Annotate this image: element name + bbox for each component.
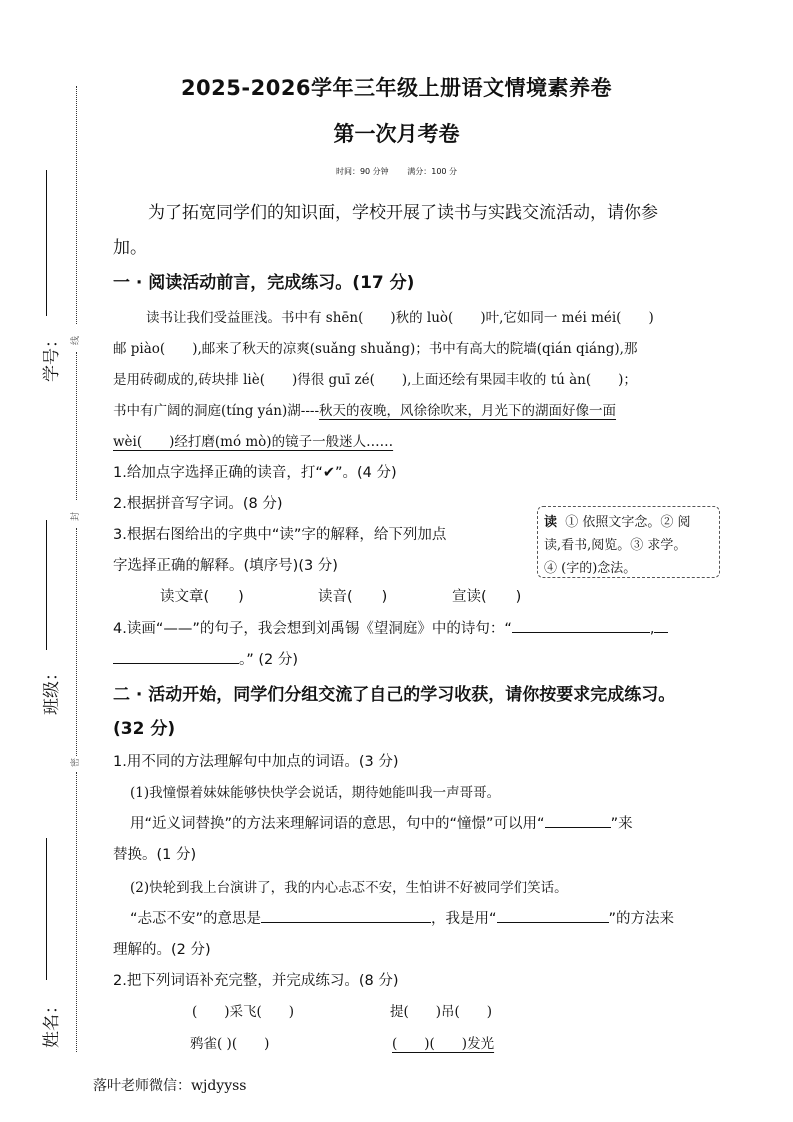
s1-question-3-line-1: 3.根据右图给出的字典中“读”字的解释，给下列加点 [113, 527, 447, 543]
s1-q4-end: 。” (2 分) [239, 652, 299, 668]
dictionary-line-3: ④ (字的)念法。 [544, 561, 637, 576]
s1-q4-prompt: 4.读画“——”的句子，我会想到刘禹锡《望洞庭》中的诗句：“ [113, 621, 512, 637]
idiom-3[interactable]: 鸦雀( )( ) [190, 1036, 270, 1052]
student-id-field[interactable] [46, 170, 47, 316]
exam-time: 时间：90 分钟 [335, 167, 389, 176]
s2-q1-task-2-b: ，我是用“ [431, 911, 497, 927]
meaning-blank[interactable] [261, 910, 431, 923]
name-label: 姓名： [42, 997, 62, 1048]
poem-blank-1[interactable] [512, 620, 650, 633]
class-label: 班级： [42, 664, 62, 715]
dictionary-headword: 读 [544, 515, 558, 530]
s1-q3-item-3[interactable]: 宣读( ) [452, 589, 522, 605]
method-blank[interactable] [497, 910, 609, 923]
binding-dotted-line [76, 772, 77, 1052]
s1-question-3-line-2: 字选择正确的解释。(填序号)(3 分) [113, 558, 338, 574]
underlined-sentence-part-2: wèi( )经打磨(mó mò)的镜子一般迷人…… [113, 434, 394, 450]
s1-question-1: 1.给加点字选择正确的读音，打“✔”。(4 分) [113, 465, 397, 481]
synonym-blank[interactable] [545, 815, 611, 828]
binding-char-xian: 线 [71, 335, 82, 346]
passage-line-4-a: 书中有广阔的洞庭(tíng yán)湖---- [113, 403, 320, 419]
underlined-sentence-part-1: 秋天的夜晚，风徐徐吹来，月光下的湖面好像一面 [319, 403, 617, 419]
idiom-2[interactable]: 提( )吊( ) [390, 1004, 493, 1020]
student-id-label: 学号： [42, 331, 62, 382]
passage-line-4 [113, 399, 616, 419]
s1-q3-item-1[interactable]: 读文章( ) [160, 589, 244, 605]
binding-dotted-line [76, 528, 77, 756]
section2-heading-score: (32 分) [113, 719, 176, 739]
s2-q1-sentence-2: (2)快轮到我上台演讲了，我的内心忐忑不安，生怕讲不好被同学们笑话。 [130, 880, 568, 896]
name-field[interactable] [46, 838, 47, 980]
s2-q1-sentence-1: (1)我憧憬着妹妹能够快快学会说话，期待她能叫我一声哥哥。 [130, 785, 501, 801]
section2-heading: 二 · 活动开始，同学们分组交流了自己的学习收获，请你按要求完成练习。 [113, 685, 676, 705]
s2-q1-task-2-c: ”的方法来 [608, 911, 675, 927]
dictionary-line-1 [544, 511, 713, 534]
binding-dotted-line [76, 352, 77, 500]
s1-question-4-line-2 [113, 648, 298, 669]
s2-q1-task-1-b: ”来 [610, 816, 633, 832]
s2-question-2: 2.把下列词语补充完整，并完成练习。(8 分) [113, 973, 399, 989]
binding-char-mi: 密 [71, 757, 82, 768]
passage-line-1: 读书让我们受益匪浅。书中有 shēn( )秋的 luò( )叶,它如同一 méi méi( ) [146, 310, 654, 326]
s1-question-2: 2.根据拼音写字词。(8 分) [113, 496, 283, 512]
dictionary-def-1: ① 依照文字念。② 阅 [565, 515, 691, 530]
s2-q1-task-1 [130, 812, 633, 833]
intro-line-2: 加。 [113, 238, 147, 258]
binding-char-feng: 封 [71, 511, 82, 522]
poem-blank-2b[interactable] [113, 651, 239, 664]
s2-q1-task-1-a: 用“近义词替换”的方法来理解词语的意思，句中的“憧憬”可以用“ [130, 816, 545, 832]
s1-question-4-line-1: 4.读画“——”的句子，我会想到刘禹锡《望洞庭》中的诗句：“ , [113, 617, 668, 638]
exam-subtitle: 第一次月考卷 [333, 122, 460, 146]
class-field[interactable] [46, 520, 47, 650]
s2-q1-task-2 [130, 907, 674, 928]
section1-heading: 一 · 阅读活动前言，完成练习。(17 分) [113, 273, 415, 293]
footer-note: 落叶老师微信：wjdyyss [93, 1078, 247, 1094]
dictionary-line-2: 读,看书,阅览。③ 求学。 [544, 538, 687, 553]
dictionary-box [537, 506, 720, 578]
passage-line-3: 是用砖砌成的,砖块排 liè( )得很 guī zé( ),上面还绘有果园丰收的 tú àn( )； [113, 372, 637, 388]
idiom-1[interactable]: ( )采飞( ) [192, 1004, 295, 1020]
exam-title: 2025-2026学年三年级上册语文情境素养卷 [180, 76, 613, 100]
poem-blank-2a[interactable] [654, 620, 668, 633]
s2-q1-task-2-a: “忐忑不安”的意思是 [130, 911, 262, 927]
s1-q3-item-2[interactable]: 读音( ) [318, 589, 388, 605]
s2-q1-task-2-d: 理解的。(2 分) [113, 942, 211, 958]
s2-question-1: 1.用不同的方法理解句中加点的词语。(3 分) [113, 754, 399, 770]
s2-q1-task-1-c: 替换。(1 分) [113, 847, 197, 863]
exam-meta [0, 166, 793, 177]
idiom-4[interactable]: ( )( )发光 [392, 1036, 495, 1052]
passage-line-2: 邮 piào( ),邮来了秋天的凉爽(suǎng shuǎng)；书中有高大的院墙(qián qiáng),那 [113, 341, 638, 357]
exam-score: 满分：100 分 [407, 167, 458, 176]
intro-line-1: 为了拓宽同学们的知识面，学校开展了读书与实践交流活动，请你参 [148, 203, 658, 223]
